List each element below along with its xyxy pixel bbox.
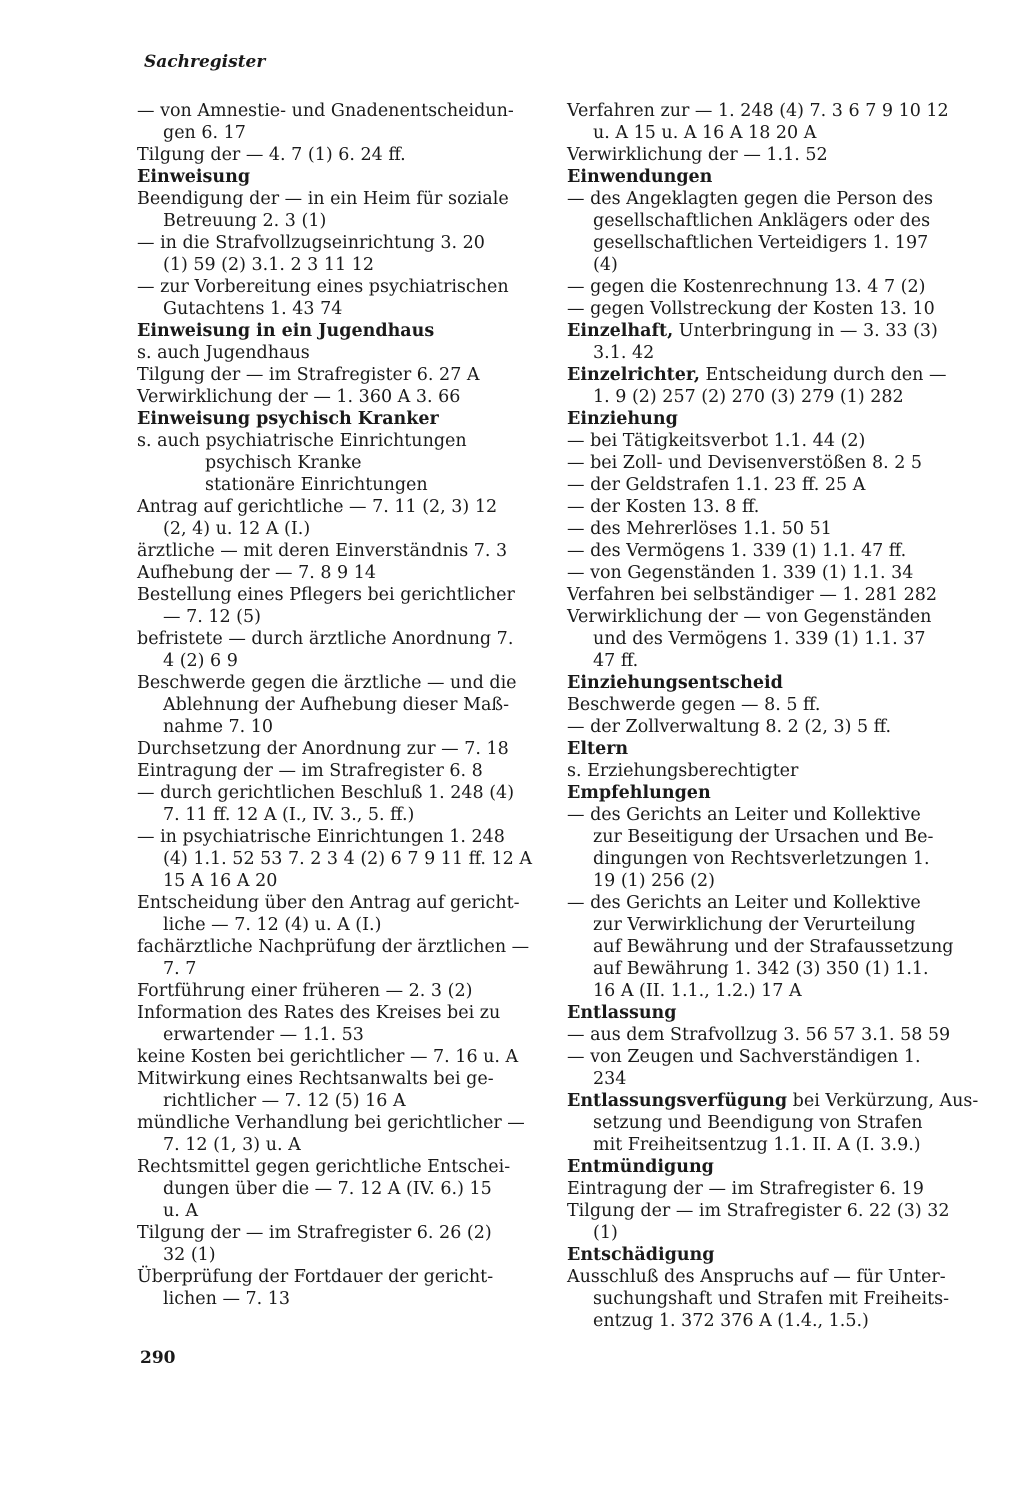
index-line: gesellschaftlichen Verteidigers 1. 197 (593, 233, 929, 253)
index-line: Tilgung der — im Strafregister 6. 26 (2) (137, 1223, 492, 1243)
index-line: 16 A (II. 1.1., 1.2.) 17 A (593, 981, 802, 1001)
index-line: mündliche Verhandlung bei gerichtlicher — (137, 1113, 525, 1133)
index-heading: Eltern (567, 739, 629, 759)
index-line: Überprüfung der Fortdauer der gericht- (137, 1267, 494, 1287)
index-line: u. A (163, 1201, 199, 1221)
index-line: erwartender — 1.1. 53 (163, 1025, 364, 1045)
index-line: — gegen die Kostenrechnung 13. 4 7 (2) (567, 277, 926, 297)
index-line: Aufhebung der — 7. 8 9 14 (137, 563, 376, 583)
index-line: Eintragung der — im Strafregister 6. 8 (137, 761, 483, 781)
index-line: fachärztliche Nachprüfung der ärztlichen — (137, 937, 530, 957)
index-line: 19 (1) 256 (2) (593, 871, 715, 891)
index-line: ärztliche — mit deren Einverständnis 7. 3 (137, 541, 508, 561)
index-line: — des Angeklagten gegen die Person des (567, 189, 933, 209)
index-heading: Einwendungen (567, 167, 713, 187)
index-line: 7. 11 ff. 12 A (I., IV. 3., 5. ff.) (163, 805, 415, 825)
index-line: Ausschluß des Anspruchs auf — für Unter- (567, 1267, 946, 1287)
index-line: Einzelrichter, Entscheidung durch den — (567, 365, 947, 385)
index-line: Beschwerde gegen — 8. 5 ff. (567, 695, 821, 715)
index-line: — des Gerichts an Leiter und Kollektive (567, 893, 921, 913)
index-line: Einzelhaft, Unterbringung in — 3. 33 (3) (567, 321, 938, 341)
index-line: Gutachtens 1. 43 74 (163, 299, 343, 319)
page-number: 290 (140, 1348, 176, 1368)
right-index-column (567, 100, 979, 1332)
index-line: Antrag auf gerichtliche — 7. 11 (2, 3) 12 (137, 497, 498, 517)
index-heading: Einweisung psychisch Kranker (137, 409, 439, 429)
index-line: 234 (593, 1069, 627, 1089)
index-line: 15 A 16 A 20 (163, 871, 278, 891)
index-line: lichen — 7. 13 (163, 1289, 291, 1309)
index-line: — bei Tätigkeitsverbot 1.1. 44 (2) (567, 431, 866, 451)
index-line: s. Erziehungsberechtigter (567, 761, 799, 781)
index-line: Betreuung 2. 3 (1) (163, 211, 327, 231)
index-line: Ablehnung der Aufhebung dieser Maß- (163, 695, 510, 715)
index-line: — der Kosten 13. 8 ff. (567, 497, 760, 517)
index-line: mit Freiheitsentzug 1.1. II. A (I. 3.9.) (593, 1135, 921, 1155)
index-heading: Empfehlungen (567, 783, 711, 803)
index-line: — des Vermögens 1. 339 (1) 1.1. 47 ff. (567, 541, 907, 561)
index-line: Entlassungsverfügung bei Verkürzung, Aus- (567, 1091, 979, 1111)
index-line: — des Mehrerlöses 1.1. 50 51 (567, 519, 832, 539)
index-line: u. A 15 u. A 16 A 18 20 A (593, 123, 817, 143)
index-line: 3.1. 42 (593, 343, 655, 363)
index-line: — von Gegenständen 1. 339 (1) 1.1. 34 (567, 563, 914, 583)
index-line: Beendigung der — in ein Heim für soziale (137, 189, 509, 209)
index-line: Verfahren zur — 1. 248 (4) 7. 3 6 7 9 10 12 (567, 101, 949, 121)
index-line: psychisch Kranke (205, 453, 362, 473)
index-line: suchungshaft und Strafen mit Freiheits- (593, 1289, 950, 1309)
index-line: Information des Rates des Kreises bei zu (137, 1003, 501, 1023)
running-header: Sachregister (144, 52, 266, 72)
index-line: Verwirklichung der — von Gegenständen (567, 607, 932, 627)
index-line: (4) (593, 255, 618, 275)
index-line: keine Kosten bei gerichtlicher — 7. 16 u. A (137, 1047, 519, 1067)
index-line: 7. 12 (1, 3) u. A (163, 1135, 301, 1155)
index-line: — des Gerichts an Leiter und Kollektive (567, 805, 921, 825)
index-line: — bei Zoll- und Devisenverstößen 8. 2 5 (567, 453, 923, 473)
index-line: — aus dem Strafvollzug 3. 56 57 3.1. 58 59 (567, 1025, 951, 1045)
index-line: 47 ff. (593, 651, 639, 671)
index-line: zur Beseitigung der Ursachen und Be- (593, 827, 934, 847)
index-line: (1) 59 (2) 3.1. 2 3 11 12 (163, 255, 374, 275)
index-line: dungen über die — 7. 12 A (IV. 6.) 15 (163, 1179, 492, 1199)
index-heading: Entlassung (567, 1003, 677, 1023)
index-line: liche — 7. 12 (4) u. A (I.) (163, 915, 382, 935)
index-line: Eintragung der — im Strafregister 6. 19 (567, 1179, 924, 1199)
index-line: — in psychiatrische Einrichtungen 1. 248 (137, 827, 505, 847)
index-line: Entscheidung über den Antrag auf gericht- (137, 893, 520, 913)
index-line: gen 6. 17 (163, 123, 246, 143)
index-line: 32 (1) (163, 1245, 216, 1265)
index-line: Verfahren bei selbständiger — 1. 281 282 (567, 585, 938, 605)
index-line: Tilgung der — 4. 7 (1) 6. 24 ff. (137, 145, 406, 165)
index-line: s. auch psychiatrische Einrichtungen (137, 431, 467, 451)
index-line: — von Amnestie- und Gnadenentscheidun- (137, 101, 514, 121)
index-line: — der Zollverwaltung 8. 2 (2, 3) 5 ff. (567, 717, 892, 737)
index-line: Beschwerde gegen die ärztliche — und die (137, 673, 517, 693)
index-line: auf Bewährung und der Strafaussetzung (593, 937, 954, 957)
index-line: Tilgung der — im Strafregister 6. 22 (3) 32 (567, 1201, 950, 1221)
index-line: — der Geldstrafen 1.1. 23 ff. 25 A (567, 475, 866, 495)
index-line: nahme 7. 10 (163, 717, 274, 737)
index-line: — von Zeugen und Sachverständigen 1. (567, 1047, 921, 1067)
index-line: s. auch Jugendhaus (137, 343, 310, 363)
index-line: stationäre Einrichtungen (205, 475, 428, 495)
index-line: Bestellung eines Pflegers bei gerichtlicher (137, 585, 515, 605)
index-heading: Einziehung (567, 409, 678, 429)
index-heading: Einweisung (137, 167, 251, 187)
index-line: — in die Strafvollzugseinrichtung 3. 20 (137, 233, 485, 253)
index-line: (1) (593, 1223, 618, 1243)
index-line: (4) 1.1. 52 53 7. 2 3 4 (2) 6 7 9 11 ff. 12 A (163, 849, 532, 869)
left-index-column (137, 100, 545, 1310)
index-line: entzug 1. 372 376 A (1.4., 1.5.) (593, 1311, 869, 1331)
index-line: Verwirklichung der — 1.1. 52 (567, 145, 828, 165)
index-heading: Einweisung in ein Jugendhaus (137, 321, 435, 341)
index-line: Mitwirkung eines Rechtsanwalts bei ge- (137, 1069, 494, 1089)
index-line: auf Bewährung 1. 342 (3) 350 (1) 1.1. (593, 959, 929, 979)
index-line: setzung und Beendigung von Strafen (593, 1113, 923, 1133)
index-line: (2, 4) u. 12 A (I.) (163, 519, 311, 539)
index-line: dingungen von Rechtsverletzungen 1. (593, 849, 930, 869)
index-heading: Entschädigung (567, 1245, 715, 1265)
index-heading: Einziehungsentscheid (567, 673, 783, 693)
index-line: Rechtsmittel gegen gerichtliche Entschei- (137, 1157, 511, 1177)
index-line: Verwirklichung der — 1. 360 A 3. 66 (137, 387, 461, 407)
index-line: gesellschaftlichen Anklägers oder des (593, 211, 931, 231)
index-line: 4 (2) 6 9 (163, 651, 238, 671)
index-line: Durchsetzung der Anordnung zur — 7. 18 (137, 739, 509, 759)
index-line: — 7. 12 (5) (163, 607, 261, 627)
index-line: — zur Vorbereitung eines psychiatrischen (137, 277, 509, 297)
index-line: befristete — durch ärztliche Anordnung 7. (137, 629, 514, 649)
index-line: — durch gerichtlichen Beschluß 1. 248 (4) (137, 783, 515, 803)
index-line: 7. 7 (163, 959, 197, 979)
index-line: — gegen Vollstreckung der Kosten 13. 10 (567, 299, 935, 319)
index-line: Tilgung der — im Strafregister 6. 27 A (137, 365, 480, 385)
index-line: Fortführung einer früheren — 2. 3 (2) (137, 981, 473, 1001)
index-line: und des Vermögens 1. 339 (1) 1.1. 37 (593, 629, 926, 649)
index-line: richtlicher — 7. 12 (5) 16 A (163, 1091, 406, 1111)
index-heading: Entmündigung (567, 1157, 714, 1177)
index-line: zur Verwirklichung der Verurteilung (593, 915, 916, 935)
index-line: 1. 9 (2) 257 (2) 270 (3) 279 (1) 282 (593, 387, 904, 407)
